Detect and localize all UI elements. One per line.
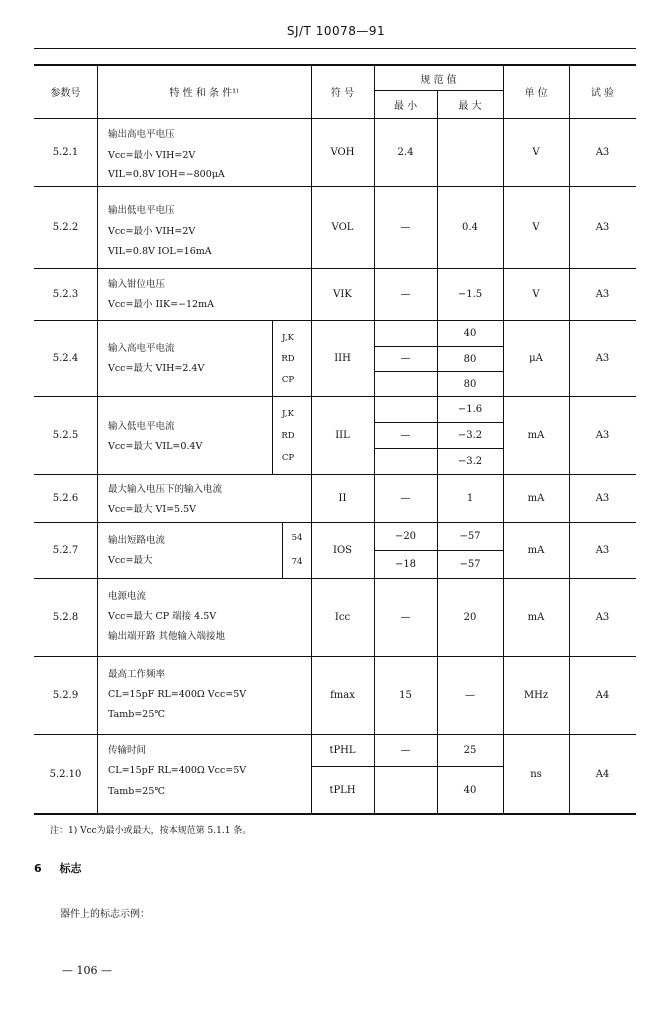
row-condition: Vcc=最小 VIH=2V bbox=[108, 226, 196, 237]
row-condition: Vcc=最小 IIK=−12mA bbox=[108, 299, 214, 310]
param-no: 5.2.3 bbox=[52, 289, 79, 300]
min-value: 2.4 bbox=[397, 147, 414, 158]
max-value: 20 bbox=[463, 612, 477, 623]
pin-subcol-divider bbox=[282, 522, 283, 578]
row-title: 电源电流 bbox=[108, 591, 147, 602]
unit: mA bbox=[527, 430, 545, 441]
col-header-symbol: 符 号 bbox=[330, 87, 355, 99]
pin-label: RD bbox=[281, 431, 295, 441]
max-value: −1.5 bbox=[457, 289, 483, 300]
test-group: A3 bbox=[595, 353, 610, 364]
min-value: — bbox=[400, 353, 411, 364]
param-no: 5.2.9 bbox=[52, 690, 79, 701]
min-value: −18 bbox=[394, 559, 417, 570]
row-title: 输入钳位电压 bbox=[108, 279, 166, 290]
max-value: 40 bbox=[463, 328, 477, 339]
col-header-param-no: 参数号 bbox=[50, 87, 81, 99]
param-no: 5.2.8 bbox=[52, 612, 79, 623]
row-condition: 输出端开路 其他输入端接地 bbox=[108, 631, 226, 642]
test-group: A3 bbox=[595, 612, 610, 623]
pin-label: J,K bbox=[282, 409, 294, 419]
pin-label: CP bbox=[281, 375, 295, 385]
row-title: 输出高电平电压 bbox=[108, 129, 175, 140]
min-value: — bbox=[400, 289, 411, 300]
unit: V bbox=[532, 289, 540, 300]
param-no: 5.2.2 bbox=[52, 222, 79, 233]
param-no: 5.2.5 bbox=[52, 430, 79, 441]
symbol: tPHL bbox=[329, 745, 356, 756]
max-value: 40 bbox=[463, 784, 477, 796]
symbol: VOH bbox=[330, 147, 355, 158]
row-title: 最大输入电压下的输入电流 bbox=[108, 484, 223, 495]
unit: mA bbox=[527, 545, 545, 556]
header-rule bbox=[34, 48, 636, 49]
unit: μA bbox=[529, 353, 543, 364]
col-divider bbox=[97, 64, 98, 814]
param-no: 5.2.4 bbox=[52, 353, 79, 364]
pin-label: RD bbox=[281, 354, 295, 364]
pin-label: 54 bbox=[291, 533, 303, 543]
table-bottom-border bbox=[34, 813, 636, 815]
col-header-test: 试 验 bbox=[590, 87, 615, 99]
unit: mA bbox=[527, 493, 545, 504]
pin-subcol-divider bbox=[272, 320, 273, 474]
symbol: II bbox=[338, 493, 347, 504]
max-value: −57 bbox=[459, 559, 481, 570]
test-group: A3 bbox=[595, 289, 610, 300]
max-value: 80 bbox=[463, 378, 477, 390]
col-header-spec-value: 规 范 值 bbox=[420, 74, 457, 86]
row-condition: Vcc=最小 VIH=2V bbox=[108, 150, 196, 161]
page-header: SJ/T 10078—91 bbox=[286, 24, 386, 38]
row-condition: Vcc=最大 VIL=0.4V bbox=[108, 441, 203, 452]
unit: V bbox=[532, 222, 540, 233]
row-title: 输入低电平电流 bbox=[108, 421, 175, 432]
test-group: A3 bbox=[595, 493, 610, 504]
row-title: 传输时间 bbox=[108, 745, 147, 756]
test-group: A3 bbox=[595, 430, 610, 441]
row-title: 最高工作频率 bbox=[108, 669, 166, 680]
param-no: 5.2.7 bbox=[52, 545, 79, 556]
row-condition: CL=15pF RL=400Ω Vcc=5V bbox=[108, 765, 247, 776]
col-header-max: 最 大 bbox=[458, 100, 482, 112]
max-value: −3.2 bbox=[457, 456, 483, 467]
row-condition: Vcc=最大 CP 端接 4.5V bbox=[108, 611, 217, 622]
pin-label: 74 bbox=[291, 557, 303, 567]
param-no: 5.2.6 bbox=[52, 493, 79, 504]
test-group: A3 bbox=[595, 545, 610, 556]
param-no: 5.2.10 bbox=[49, 768, 82, 780]
row-condition: Tamb=25℃ bbox=[108, 786, 166, 797]
max-value: 1 bbox=[466, 493, 474, 504]
row-condition: Vcc=最大 VIH=2.4V bbox=[108, 363, 205, 374]
min-value: 15 bbox=[399, 690, 412, 701]
min-value: — bbox=[400, 430, 411, 441]
unit: MHz bbox=[523, 690, 549, 701]
test-group: A4 bbox=[595, 768, 610, 780]
col-header-characteristic: 特 性 和 条 件¹⁾ bbox=[169, 87, 239, 99]
max-value: −1.6 bbox=[457, 404, 483, 415]
unit: ns bbox=[530, 768, 542, 780]
row-condition: VIL=0.8V IOL=16mA bbox=[108, 246, 212, 257]
test-group: A3 bbox=[595, 147, 610, 158]
symbol: VIK bbox=[333, 289, 352, 300]
unit: mA bbox=[527, 612, 545, 623]
max-value bbox=[437, 119, 503, 186]
param-no: 5.2.1 bbox=[52, 147, 79, 158]
max-value: 25 bbox=[463, 745, 477, 756]
max-value: — bbox=[465, 690, 475, 701]
section-title: 标志 bbox=[59, 862, 82, 875]
row-title: 输出低电平电压 bbox=[108, 205, 175, 216]
symbol: IIH bbox=[334, 353, 351, 364]
symbol: fmax bbox=[330, 690, 355, 701]
row-title: 输出短路电流 bbox=[108, 535, 166, 546]
unit: V bbox=[532, 147, 540, 158]
symbol: VOL bbox=[331, 222, 354, 233]
max-value: 0.4 bbox=[462, 222, 478, 233]
section-number: 6 bbox=[34, 862, 42, 875]
min-value: — bbox=[400, 612, 411, 623]
symbol: Icc bbox=[334, 612, 351, 623]
min-value: — bbox=[400, 222, 411, 233]
col-header-min: 最 小 bbox=[393, 100, 418, 112]
test-group: A3 bbox=[595, 222, 610, 233]
test-group: A4 bbox=[595, 690, 610, 701]
symbol: IOS bbox=[333, 545, 352, 556]
row-condition: CL=15pF RL=400Ω Vcc=5V bbox=[108, 689, 247, 700]
row-title: 输入高电平电流 bbox=[108, 343, 175, 354]
table-footnote: 注：1) Vcc为最小或最大，按本规范第 5.1.1 条。 bbox=[50, 826, 252, 836]
pin-label: CP bbox=[281, 453, 295, 463]
max-value: −57 bbox=[459, 531, 481, 542]
max-value: 80 bbox=[463, 353, 477, 365]
min-value: — bbox=[400, 493, 411, 504]
max-value: −3.2 bbox=[457, 430, 483, 441]
section-heading bbox=[34, 860, 82, 876]
row-condition: VIL=0.8V IOH=−800μA bbox=[108, 169, 225, 180]
min-value: — bbox=[400, 745, 411, 756]
section-text: 器件上的标志示例： bbox=[60, 909, 150, 920]
row-condition: Vcc=最大 VI=5.5V bbox=[108, 504, 197, 515]
row-condition: Tamb=25℃ bbox=[108, 709, 166, 720]
min-value: −20 bbox=[394, 531, 417, 542]
page-number: — 106 — bbox=[62, 964, 112, 977]
pin-label: J,K bbox=[282, 333, 294, 343]
symbol: tPLH bbox=[329, 784, 356, 796]
col-header-unit: 单 位 bbox=[524, 87, 548, 99]
symbol: IIL bbox=[335, 430, 350, 441]
row-condition: Vcc=最大 bbox=[108, 555, 153, 566]
